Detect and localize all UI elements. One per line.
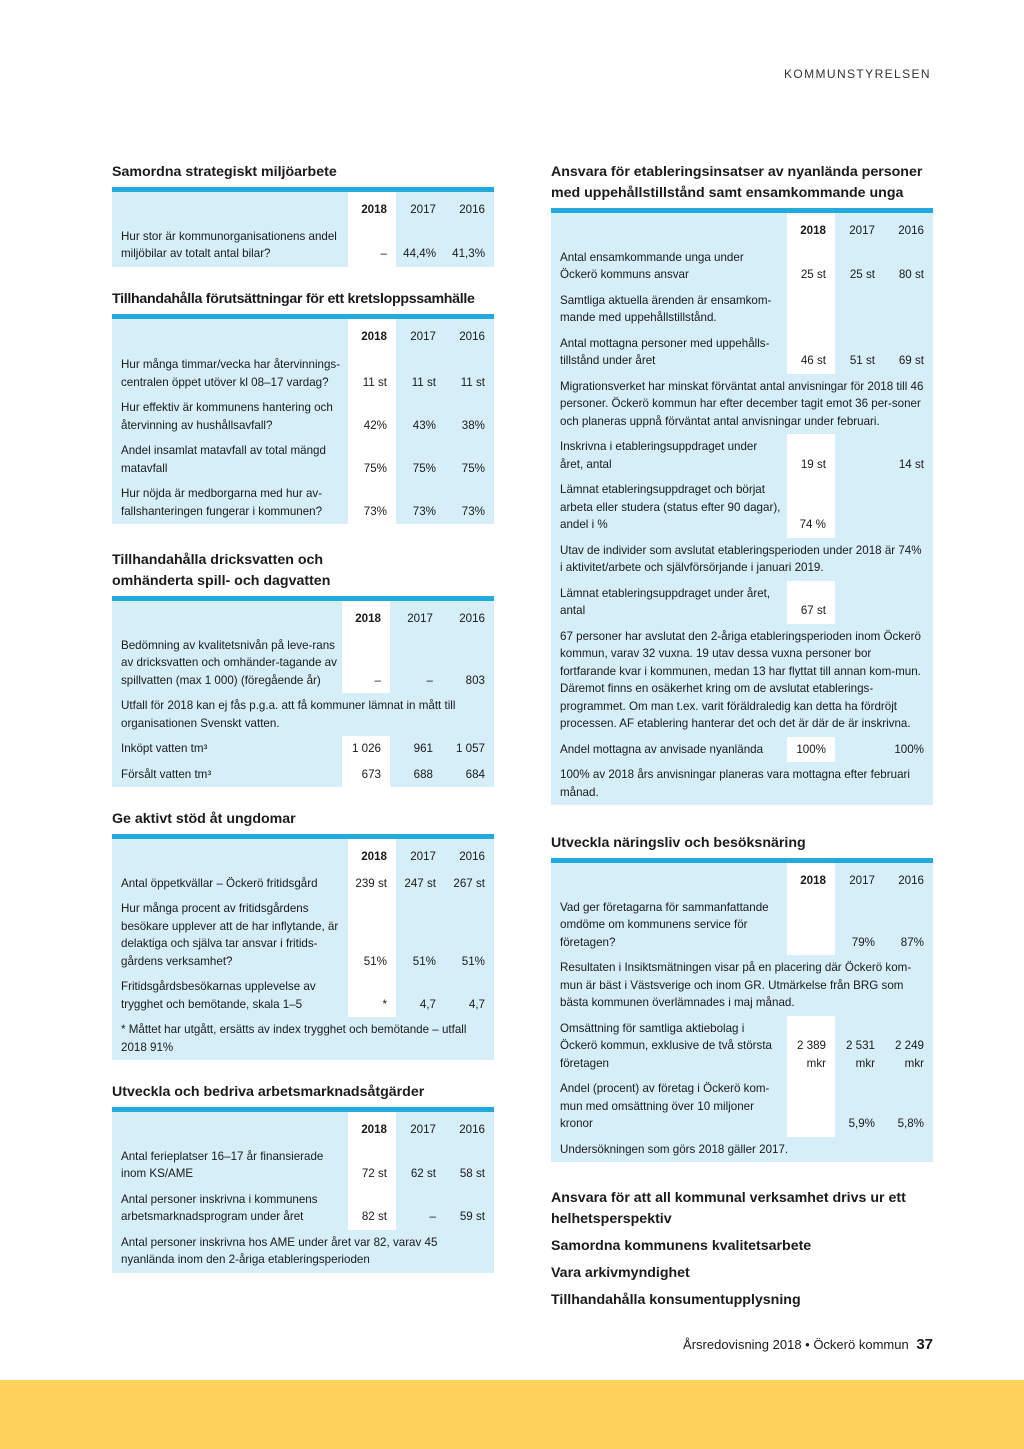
table-row [112, 1144, 494, 1187]
cell-2018: 239 st [348, 871, 396, 897]
section-title: Utveckla och bedriva arbetsmarknadsåtgärder [112, 1084, 425, 1100]
table-row [112, 974, 494, 1017]
year-header: 2018 [348, 316, 396, 350]
list-item: Tillhandahålla konsumentupplysning [551, 1292, 801, 1308]
cell-2018: 72 st [348, 1144, 396, 1187]
cell-2016: 38% [461, 418, 485, 432]
row-label: Hur effektiv är kommunens hantering och återvinning av hushållsavfall? [121, 401, 333, 432]
year-header: 2016 [459, 612, 485, 625]
table-note: Migrationsverket har minskat förväntat antal anvisningar för 2018 till 46 personer. Öckerö kommun har efter december tagit emot 36 per-soner och planeras uppnå förväntat antal anvisningar under februari. [560, 379, 924, 428]
cell-2018: 11 st [348, 350, 396, 395]
cell-2017: 75% [412, 461, 436, 475]
cell-2016: 803 [465, 673, 485, 687]
running-header: KOMMUNSTYRELSEN [783, 67, 931, 81]
row-label: Försålt vatten tm³ [121, 767, 212, 781]
cell-2017: 25 st [849, 268, 875, 281]
kpi-table [112, 314, 494, 525]
year-header: 2018 [342, 599, 390, 633]
row-label: Andel mottagna av anvisade nyanlända [560, 742, 764, 756]
table-note-row [112, 1017, 494, 1060]
kpi-table [551, 858, 933, 1162]
cell-2017: 51% [412, 954, 436, 968]
year-header: 2018 [787, 861, 835, 895]
year-header: 2017 [849, 874, 875, 887]
table-note-row [551, 374, 933, 435]
table-note-row [551, 955, 933, 1016]
cell-2016: 267 st [453, 876, 485, 890]
cell-2017: – [429, 1210, 436, 1223]
year-header: 2016 [459, 850, 485, 863]
footer-text: Årsredovisning 2018 • Öckerö kommun [683, 1337, 909, 1352]
right-column [551, 162, 933, 1317]
table-row [551, 895, 933, 956]
cell-2018: 19 st [787, 434, 835, 477]
year-header: 2017 [410, 203, 436, 216]
kpi-table [112, 187, 494, 267]
year-header: 2016 [459, 1123, 485, 1136]
cell-2018: 67 st [787, 581, 835, 624]
cell-2017: – [426, 673, 433, 687]
table-note-row [112, 1230, 494, 1273]
table-note: * Måttet har utgått, ersätts av index trygghet och bemötande – utfall 2018 91% [121, 1023, 467, 1054]
table-note-row [551, 624, 933, 737]
year-header: 2016 [898, 224, 924, 237]
table-row [112, 896, 494, 974]
page-number: 37 [916, 1336, 933, 1353]
row-label: Andel (procent) av företag i Öckerö kom-mun med omsättning över 10 miljoner kronor [560, 1082, 770, 1130]
year-header: 2016 [898, 874, 924, 887]
cell-2018: 75% [348, 438, 396, 481]
row-label: Bedömning av kvalitetsnivån på leve-rans av dricksvatten och omhänder-tagande av spillvatten (max 1 000) (föregående år) [121, 638, 337, 687]
row-label: Lämnat etableringsuppdraget under året, antal [560, 586, 771, 617]
cell-2018: – [348, 224, 396, 267]
row-label: Vad ger företagarna för sammanfattande omdöme om kommunens service för företagen? [560, 900, 769, 949]
section-ungdomar [112, 809, 494, 1060]
cell-2017: 51 st [849, 354, 875, 367]
table-note: Resultaten i Insiktsmätningen visar på en placering där Öckerö kom-mun är bäst i Västsverige och inom GR. Utmärkelse från BRG som bästa kommunen överlämnades i maj månad. [560, 961, 912, 1009]
row-label: Hur många timmar/vecka har återvinnings-centralen öppet utöver kl 08–17 vardag? [121, 358, 341, 389]
cell-2017: 961 [413, 742, 433, 755]
cell-2017: 247 st [404, 876, 436, 890]
cell-2018: 100% [787, 737, 835, 763]
cell-2018: 25 st [787, 245, 835, 288]
table-note-row [551, 1137, 933, 1163]
table-row [112, 762, 494, 788]
section-title: Utveckla näringsliv och besöksnäring [551, 835, 806, 851]
table-row [551, 737, 933, 763]
cell-2017: 62 st [410, 1167, 436, 1180]
row-label: Hur nöjda är medborgarna med hur av-fallshanteringen fungerar i kommunen? [121, 487, 323, 518]
cell-2018: 2 389 mkr [787, 1016, 835, 1077]
row-label: Fritidsgårdsbesökarnas upplevelse av trygghet och bemötande, skala 1–5 [121, 980, 316, 1011]
cell-2016: 69 st [898, 354, 924, 367]
section-naringsliv [551, 833, 933, 1162]
table-row [551, 477, 933, 538]
left-column [112, 162, 494, 1295]
table-row [112, 1187, 494, 1230]
table-row [551, 581, 933, 624]
cell-2016: 87% [900, 935, 924, 949]
cell-2018: * [348, 974, 396, 1017]
year-header: 2016 [459, 329, 485, 343]
table-note: Undersökningen som görs 2018 gäller 2017. [560, 1142, 789, 1156]
section-etablering [551, 162, 933, 805]
table-row [112, 871, 494, 897]
year-header: 2016 [459, 203, 485, 216]
cell-2018: 74 % [787, 477, 835, 538]
row-label: Hur många procent av fritidsgårdens besökare upplever att de har inflytande, är delaktiga och själva tar ansvar i fritids-gårdens verksamhet? [121, 902, 339, 968]
section-title: Ansvara för etableringsinsatser av nyanlända personer med uppehållstillstånd samt ensamkommande unga [551, 164, 923, 201]
cell-2016: 2 249 mkr [894, 1039, 924, 1070]
section-arbetsmarknad [112, 1082, 494, 1273]
table-note-row [112, 693, 494, 736]
table-note-row [551, 538, 933, 581]
row-label: Antal öppetkvällar – Öckerö fritidsgård [121, 876, 318, 890]
table-row [112, 736, 494, 762]
kpi-table [112, 596, 494, 787]
year-header: 2017 [410, 850, 436, 863]
year-header: 2018 [348, 1110, 396, 1144]
table-row [551, 331, 933, 374]
cell-2016: 100% [894, 742, 924, 756]
cell-2016: 1 057 [455, 742, 485, 755]
table-row [551, 288, 933, 331]
row-label: Hur stor är kommunorganisationens andel miljöbilar av totalt antal bilar? [121, 229, 337, 260]
table-note-row [551, 762, 933, 805]
row-label: Inskrivna i etableringsuppdraget under året, antal [560, 440, 758, 471]
table-row [112, 350, 494, 395]
cell-2016: 73% [461, 504, 485, 518]
cell-2018: 73% [348, 481, 396, 524]
cell-2016: 41,3% [452, 247, 485, 260]
cell-2017: 44,4% [403, 247, 436, 260]
cell-2018: 46 st [787, 331, 835, 374]
cell-2016: 684 [465, 767, 485, 781]
year-header: 2018 [348, 190, 396, 224]
cell-2018: 82 st [348, 1187, 396, 1230]
table-row [112, 481, 494, 524]
cell-2016: 4,7 [468, 997, 485, 1011]
row-label: Antal mottagna personer med uppehålls-tillstånd under året [560, 336, 770, 367]
row-label: Antal personer inskrivna i kommunens arbetsmarknadsprogram under året [121, 1192, 318, 1223]
year-header: 2018 [787, 211, 835, 245]
uppdrag-list [551, 1188, 933, 1311]
cell-2017: 5,9% [848, 1117, 875, 1130]
page-footer [683, 1336, 933, 1353]
table-row [112, 633, 494, 694]
section-title: Tillhandahålla dricksvatten och omhänderta spill- och dagvatten [112, 552, 331, 589]
cell-2016: 11 st [460, 375, 485, 389]
year-header: 2018 [348, 837, 396, 871]
table-note: Utfall för 2018 kan ej fås p.g.a. att få kommuner lämnat in mått till organisationen Svenskt vatten. [121, 699, 456, 730]
year-header: 2017 [410, 329, 436, 343]
kpi-table [112, 834, 494, 1060]
table-row [112, 224, 494, 267]
section-miljoarbete [112, 162, 494, 267]
table-row [112, 438, 494, 481]
cell-2016: 59 st [459, 1210, 485, 1223]
cell-2016: 58 st [459, 1167, 485, 1180]
table-note: Antal personer inskrivna hos AME under året var 82, varav 45 nyanlända inom den 2-åriga etableringsperioden [121, 1235, 438, 1266]
row-label: Antal ferieplatser 16–17 år finansierade inom KS/AME [121, 1149, 324, 1180]
cell-2017: 11 st [411, 375, 436, 389]
cell-2017 [835, 434, 884, 477]
table-row [112, 395, 494, 438]
cell-2016: 75% [461, 461, 485, 475]
kpi-table [112, 1107, 494, 1273]
row-label: Andel insamlat matavfall av total mängd matavfall [121, 444, 326, 475]
bottom-color-band [0, 1380, 1024, 1449]
row-label: Inköpt vatten tm³ [121, 742, 208, 755]
section-kretslopp [112, 289, 494, 525]
cell-2017: 688 [413, 767, 433, 781]
cell-2017: 4,7 [419, 997, 436, 1011]
table-row [551, 245, 933, 288]
list-item: Ansvara för att all kommunal verksamhet drivs ur ett helhetsperspektiv [551, 1190, 906, 1227]
section-title: Ge aktivt stöd åt ungdomar [112, 811, 296, 827]
table-note: 100% av 2018 års anvisningar planeras vara mottagna efter februari månad. [560, 768, 910, 799]
cell-2017: 2 531 mkr [845, 1039, 875, 1070]
table-row [551, 1076, 933, 1137]
cell-2018: 51% [348, 896, 396, 974]
cell-2018: 1 026 [342, 736, 390, 762]
cell-2016: 80 st [898, 268, 924, 281]
section-title: Tillhandahålla förutsättningar för ett kretsloppssamhälle [112, 290, 475, 307]
year-header: 2017 [410, 1123, 436, 1136]
cell-2016: 5,8% [897, 1117, 924, 1130]
year-header: 2017 [849, 224, 875, 237]
table-row [551, 1016, 933, 1077]
row-label: Omsättning för samtliga aktiebolag i Öckerö kommun, exklusive de två största företagen [560, 1021, 772, 1070]
section-dricksvatten [112, 550, 494, 787]
year-header: 2017 [407, 612, 433, 625]
cell-2017: 79% [851, 935, 875, 949]
table-row [551, 434, 933, 477]
row-label: Antal ensamkommande unga under Öckerö kommuns ansvar [560, 250, 744, 281]
row-label: Lämnat etableringsuppdraget och börjat arbeta eller studera (status efter 90 dagar), andel i % [560, 483, 781, 531]
cell-2017: 43% [412, 418, 436, 432]
section-title: Samordna strategiskt miljöarbete [112, 164, 337, 180]
cell-2018: – [342, 633, 390, 694]
row-label: Samtliga aktuella ärenden är ensamkom-mande med uppehållstillstånd. [560, 293, 772, 324]
table-note: Utav de individer som avslutat etableringsperioden under 2018 är 74% i aktivitet/arbete och självförsörjande i januari 2019. [560, 543, 922, 574]
cell-2017: 73% [412, 504, 436, 518]
table-note: 67 personer har avslutat den 2-åriga etableringsperioden inom Öckerö kommun, varav 32 vuxna. 19 utav dessa vuxna personer bor fortfarande kvar i kommunen, medan 13 har flyttat till annan kom-mun. Däremot finns en osäkerhet kring om de avslutat etablerings-programmet. Om man t.ex. varit föräldraledig kan detta ha fördröjt processen. AF etablering hanterar det och det är där de är inskrivna. [560, 629, 921, 730]
list-item: Samordna kommunens kvalitetsarbete [551, 1238, 812, 1254]
cell-2018: 42% [348, 395, 396, 438]
cell-2016: 51% [461, 954, 485, 968]
cell-2018: 673 [342, 762, 390, 788]
cell-2016: 14 st [898, 457, 924, 471]
list-item: Vara arkivmyndighet [551, 1265, 690, 1281]
kpi-table [551, 208, 933, 805]
